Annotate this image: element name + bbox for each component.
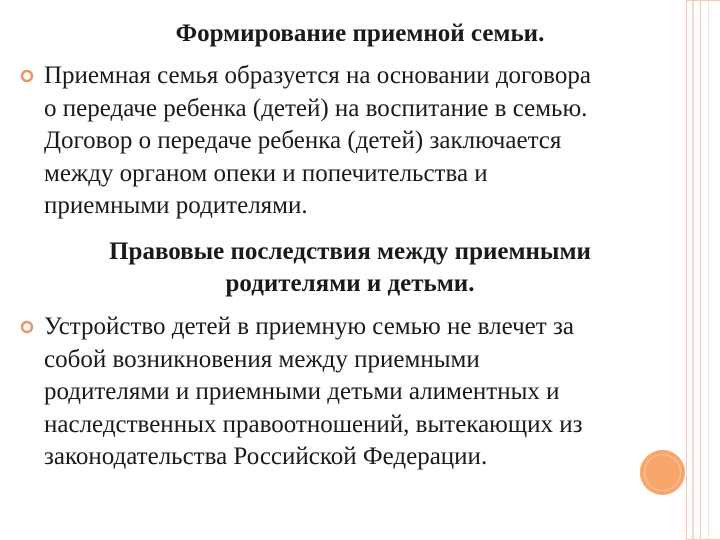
slide-heading: Формирование приемной семьи. <box>175 20 545 47</box>
bullet-text <box>44 60 680 223</box>
bullet-paragraph-1 <box>20 60 680 223</box>
orange-circle-icon <box>640 450 685 495</box>
bullet-circle-icon <box>20 320 34 334</box>
decorative-border-top <box>686 0 720 1</box>
text-line: Договор о передаче ребенка (детей) заключается <box>44 127 562 154</box>
text-line: между органом опеки и попечительства и <box>44 159 488 187</box>
text-line: Устройство детей в приемную семью не влечет за <box>44 313 574 340</box>
bullet-paragraph-2 <box>20 311 680 474</box>
decorative-border-line <box>700 0 701 540</box>
bullet-circle-icon <box>20 69 34 83</box>
section-heading-line: Правовые последствия между приемными <box>109 238 591 265</box>
text-line: Приемная семья образуется на основании договора <box>44 62 591 89</box>
decorative-border-line <box>708 0 709 540</box>
text-line: законодательства Российской Федерации. <box>44 443 488 470</box>
text-line: о передаче ребенка (детей) на воспитание в семью. <box>44 94 588 122</box>
text-line: собой возникновения между приемными <box>44 345 480 373</box>
text-line: родителями и приемными детьми алиментных и <box>44 378 560 405</box>
section-heading <box>0 236 700 300</box>
text-line: приемными родителями. <box>44 192 308 219</box>
section-heading-line: родителями и детьми. <box>225 270 475 297</box>
text-line: наследственных правоотношений, вытекающих из <box>44 410 583 438</box>
bullet-text <box>44 311 680 474</box>
